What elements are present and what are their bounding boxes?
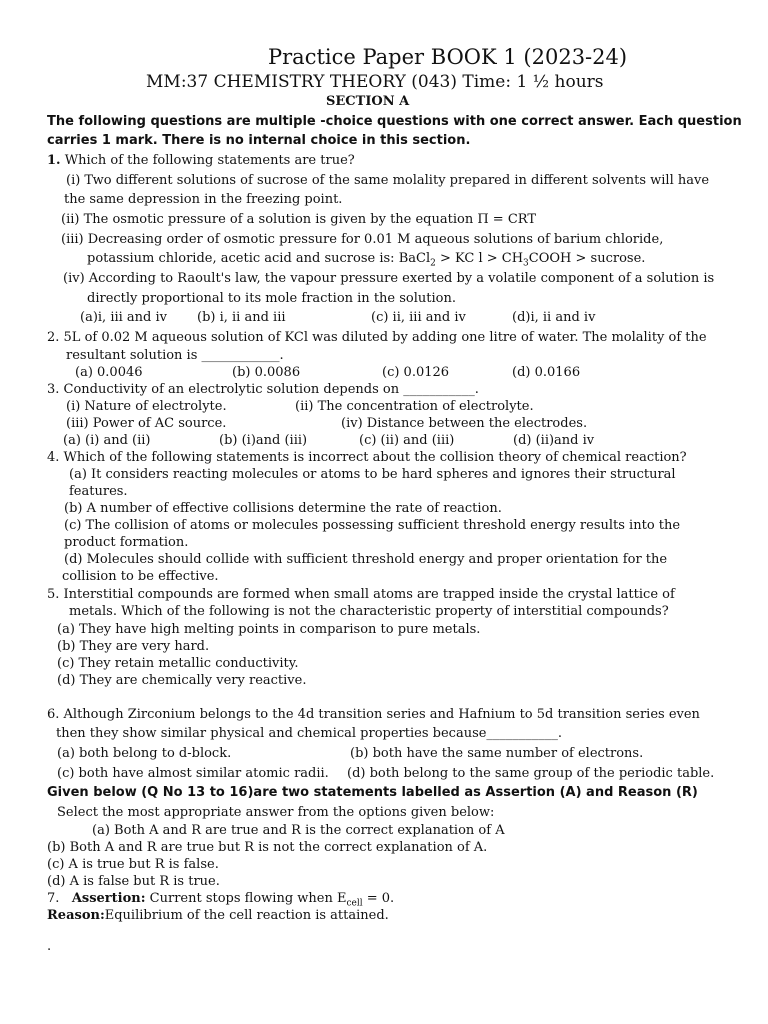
q2-option-d: (d) 0.0166 xyxy=(512,365,581,380)
instructions-line-1: The following questions are multiple -choice questions with one correct answer. Each question xyxy=(47,114,742,129)
question-4-line-1: 4. Which of the following statements is incorrect about the collision theory of chemical reaction? xyxy=(47,450,687,465)
question-1-text: Which of the following statements are true? xyxy=(64,153,355,168)
question-2-line-1: 2. 5L of 0.02 M aqueous solution of KCl was diluted by adding one litre of water. The molality of the xyxy=(47,330,707,345)
question-5-line-1: 5. Interstitial compounds are formed when small atoms are trapped inside the crystal lattice of xyxy=(47,587,675,602)
assertion-reason-instruction: Select the most appropriate answer from the options given below: xyxy=(57,805,495,820)
q4-option-a-line-1: (a) It considers reacting molecules or atoms to be hard spheres and ignores their structural xyxy=(69,467,676,482)
q1-option-b: (b) i, ii and iii xyxy=(197,310,286,325)
q1-statement-iv-line-1: (iv) According to Raoult's law, the vapour pressure exerted by a volatile component of a solution is xyxy=(63,271,715,286)
paper-subtitle: MM:37 CHEMISTRY THEORY (043) Time: 1 ½ hours xyxy=(146,72,604,92)
reason-text: Equilibrium of the cell reaction is attained. xyxy=(104,908,389,923)
q3-factor-ii: (ii) The concentration of electrolyte. xyxy=(295,399,534,414)
q2-option-c: (c) 0.0126 xyxy=(382,365,450,380)
ar-option-a: (a) Both A and R are true and R is the correct explanation of A xyxy=(92,823,505,838)
section-heading: SECTION A xyxy=(326,94,410,109)
q5-option-b: (b) They are very hard. xyxy=(57,639,210,654)
q3-option-a: (a) (i) and (ii) xyxy=(63,433,151,448)
q6-option-c: (c) both have almost similar atomic radii. xyxy=(57,766,329,781)
question-7-assertion: 7. Assertion: Current stops flowing when $E_{cell} = 0$. xyxy=(47,891,395,909)
question-2-line-2: resultant solution is ____________. xyxy=(66,348,284,363)
q1-option-a: (a)i, iii and iv xyxy=(80,310,168,325)
q1-statement-iii-line-1: (iii) Decreasing order of osmotic pressure for 0.01 M aqueous solutions of barium chloride, xyxy=(61,232,664,247)
question-1-number: 1. xyxy=(47,153,61,168)
q1-statement-i-line-1: (i) Two different solutions of sucrose of the same molality prepared in different solvents will have xyxy=(66,173,710,188)
q3-factor-iv: (iv) Distance between the electrodes. xyxy=(341,416,588,431)
q1-statement-iv-line-2: directly proportional to its mole fraction in the solution. xyxy=(87,291,456,306)
question-1-stem xyxy=(47,152,355,169)
question-7-reason xyxy=(47,907,389,924)
question-7-number: 7. xyxy=(47,891,60,906)
q4-option-d-line-1: (d) Molecules should collide with sufficient threshold energy and proper orientation for the xyxy=(64,552,668,567)
q4-option-a-line-2: features. xyxy=(69,484,128,499)
q4-option-b: (b) A number of effective collisions determine the rate of reaction. xyxy=(64,501,502,516)
q2-option-b: (b) 0.0086 xyxy=(232,365,301,380)
assertion-reason-heading: Given below (Q No 13 to 16)are two statements labelled as Assertion (A) and Reason (R) xyxy=(47,785,698,800)
trailing-dot: . xyxy=(47,939,52,954)
q3-option-c: (c) (ii) and (iii) xyxy=(359,433,455,448)
q4-option-c-line-1: (c) The collision of atoms or molecules possessing sufficient threshold energy results into the xyxy=(64,518,681,533)
q3-option-d: (d) (ii)and iv xyxy=(513,433,595,448)
q1-statement-i-line-2: the same depression in the freezing point. xyxy=(64,192,343,207)
q1-statement-iii-line-2: potassium chloride, acetic acid and sucrose is: BaCl$_2$ > KC $l > CH_3COOH$ > sucrose. xyxy=(87,251,646,269)
q6-option-a: (a) both belong to d-block. xyxy=(57,746,232,761)
ar-option-b: (b) Both A and R are true but R is not the correct explanation of A. xyxy=(47,840,488,855)
question-5-line-2: metals. Which of the following is not the characteristic property of interstitial compounds? xyxy=(69,604,669,619)
q1-option-d: (d)i, ii and iv xyxy=(512,310,596,325)
q6-option-b: (b) both have the same number of electrons. xyxy=(350,746,644,761)
assertion-label: Assertion: xyxy=(71,891,146,906)
instructions-line-2: carries 1 mark. There is no internal choice in this section. xyxy=(47,133,471,148)
q4-option-c-line-2: product formation. xyxy=(64,535,189,550)
question-6-line-2: then they show similar physical and chemical properties because___________. xyxy=(56,726,563,741)
q1-statement-ii: (ii) The osmotic pressure of a solution is given by the equation Π = CRT xyxy=(61,212,537,227)
question-3-line-1: 3. Conductivity of an electrolytic solution depends on ___________. xyxy=(47,382,479,397)
page-title: Practice Paper BOOK 1 (2023-24) xyxy=(268,45,628,69)
ar-option-c: (c) A is true but R is false. xyxy=(47,857,219,872)
reason-label: Reason: xyxy=(47,908,105,923)
q3-option-b: (b) (i)and (iii) xyxy=(219,433,308,448)
question-6-line-1: 6. Although Zirconium belongs to the 4d transition series and Hafnium to 5d transition series even xyxy=(47,707,700,722)
ar-option-d: (d) A is false but R is true. xyxy=(47,874,220,889)
q5-option-a: (a) They have high melting points in comparison to pure metals. xyxy=(57,622,481,637)
q3-factor-iii: (iii) Power of AC source. xyxy=(66,416,227,431)
q3-factor-i: (i) Nature of electrolyte. xyxy=(66,399,227,414)
q2-option-a: (a) 0.0046 xyxy=(75,365,143,380)
q4-option-d-line-2: collision to be effective. xyxy=(62,569,219,584)
q5-option-c: (c) They retain metallic conductivity. xyxy=(57,656,299,671)
q1-option-c: (c) ii, iii and iv xyxy=(371,310,466,325)
q6-option-d: (d) both belong to the same group of the periodic table. xyxy=(347,766,715,781)
q5-option-d: (d) They are chemically very reactive. xyxy=(57,673,307,688)
